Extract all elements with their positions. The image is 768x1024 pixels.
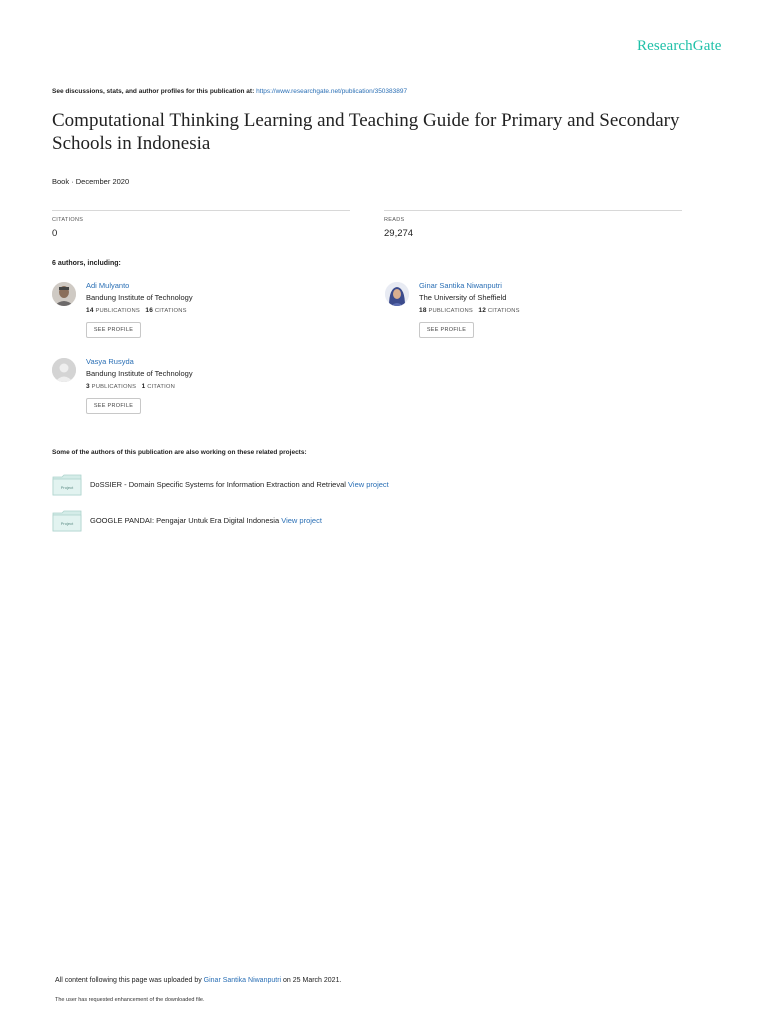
project-badge: Project xyxy=(60,521,74,526)
view-project-link[interactable]: View project xyxy=(348,480,389,489)
related-projects-heading: Some of the authors of this publication are also working on these related projects: xyxy=(52,449,307,456)
upload-note xyxy=(55,977,341,984)
publications-count: 14 xyxy=(86,307,94,314)
project-title: DoSSIER - Domain Specific Systems for Information Extraction and Retrieval xyxy=(90,480,346,489)
uploader-link[interactable]: Ginar Santika Niwanputri xyxy=(203,977,282,984)
publications-label: PUBLICATIONS xyxy=(91,384,137,390)
publications-label: PUBLICATIONS xyxy=(95,308,140,314)
author-stats xyxy=(86,307,187,314)
citations-label: CITATIONS xyxy=(52,217,84,223)
author-name-link[interactable]: Vasya Rusyda xyxy=(86,357,134,366)
author-stats xyxy=(86,383,175,390)
researchgate-logo[interactable]: ResearchGate xyxy=(637,38,722,54)
enhancement-note: The user has requested enhancement of the downloaded file. xyxy=(55,997,205,1003)
discussions-line xyxy=(52,88,407,95)
author-name-link[interactable]: Ginar Santika Niwanputri xyxy=(419,281,502,290)
citations-label: CITATION xyxy=(147,384,176,390)
authors-heading: 6 authors, including: xyxy=(52,260,121,267)
author-name-link[interactable]: Adi Mulyanto xyxy=(86,281,130,290)
discussions-text: See discussions, stats, and author profiles for this publication at: xyxy=(52,88,257,95)
author-stats xyxy=(419,307,520,314)
publication-title: Computational Thinking Learning and Teaching Guide for Primary and Secondary Schools in Indonesia xyxy=(52,110,680,154)
project-title: GOOGLE PANDAI: Pengajar Untuk Era Digital Indonesia xyxy=(90,516,280,525)
author-photo-icon xyxy=(52,282,76,306)
divider xyxy=(384,210,682,211)
citations-label: CITATIONS xyxy=(487,308,520,314)
project-folder-icon xyxy=(52,510,82,532)
default-avatar-icon xyxy=(52,358,76,382)
reads-label: READS xyxy=(384,217,405,223)
avatar[interactable] xyxy=(52,282,76,306)
publications-count: 18 xyxy=(419,307,427,314)
author-institution: Bandung Institute of Technology xyxy=(86,293,193,302)
publications-label: PUBLICATIONS xyxy=(428,308,473,314)
citations-count: 16 xyxy=(145,307,154,314)
publication-type-date: Book · December 2020 xyxy=(52,177,130,186)
author-institution: Bandung Institute of Technology xyxy=(86,369,193,378)
author-photo-icon xyxy=(385,282,409,306)
project-folder-icon xyxy=(52,474,82,496)
project-title-line xyxy=(90,516,322,525)
upload-suffix: on 25 March 2021. xyxy=(281,977,342,984)
see-profile-button[interactable]: SEE PROFILE xyxy=(86,398,141,414)
publication-url-link[interactable]: https://www.researchgate.net/publication/350383897 xyxy=(256,88,408,95)
see-profile-button[interactable]: SEE PROFILE xyxy=(86,322,141,338)
citations-count: 1 xyxy=(141,383,146,390)
author-institution: The University of Sheffield xyxy=(419,293,507,302)
upload-prefix: All content following this page was uploaded by xyxy=(55,977,204,984)
citations-label: CITATIONS xyxy=(154,308,187,314)
citations-count: 12 xyxy=(478,307,487,314)
publications-count: 3 xyxy=(86,383,90,390)
reads-value: 29,274 xyxy=(384,228,414,239)
avatar[interactable] xyxy=(385,282,409,306)
divider xyxy=(52,210,350,211)
project-title-line xyxy=(90,480,389,489)
see-profile-button[interactable]: SEE PROFILE xyxy=(419,322,474,338)
avatar[interactable] xyxy=(52,358,76,382)
citations-value: 0 xyxy=(52,228,58,239)
project-badge: Project xyxy=(60,485,74,490)
view-project-link[interactable]: View project xyxy=(281,516,322,525)
